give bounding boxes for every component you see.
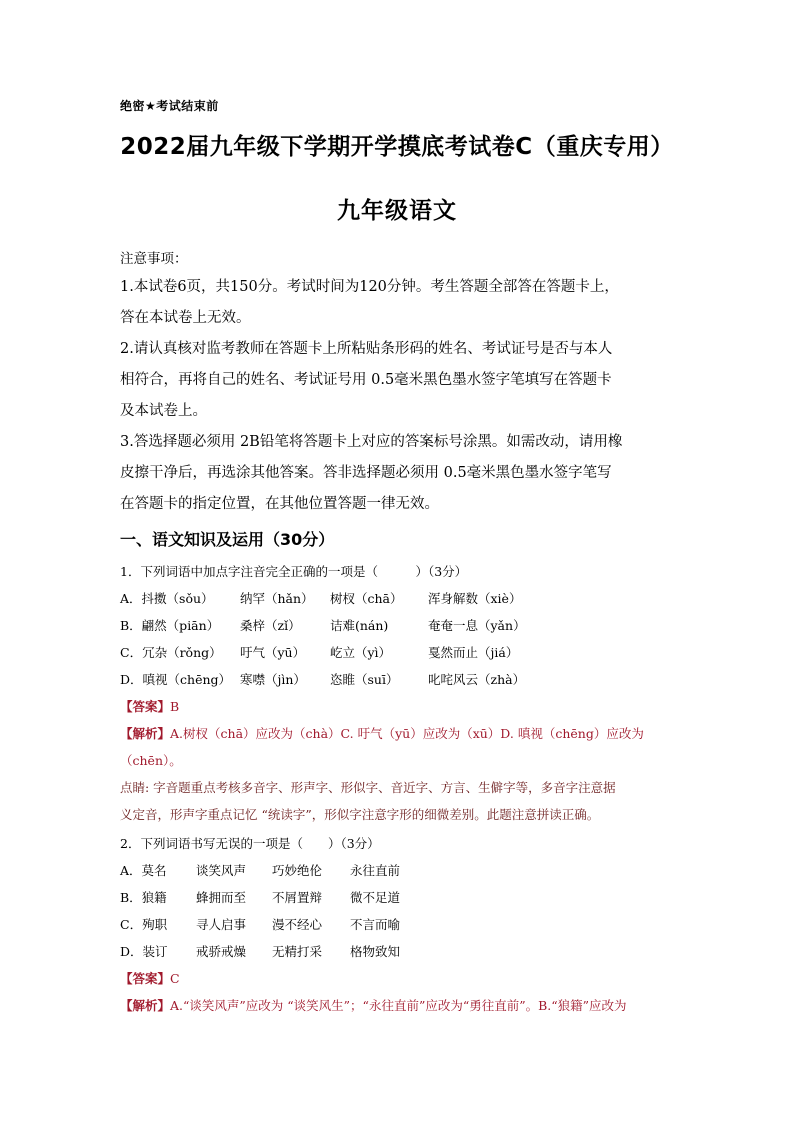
question-stem: 2．下列词语书写无误的一项是（ ）（3分）: [120, 836, 380, 851]
option-item: C．冗杂（rǒng）: [120, 645, 222, 660]
option-item: 戒骄戒燥: [196, 944, 247, 959]
option-item: B．狼籍: [120, 890, 167, 905]
option-row: [120, 911, 680, 938]
question-2: [120, 830, 680, 1019]
analysis-tag: 【解析】: [120, 726, 171, 741]
answer-line: [120, 965, 680, 992]
option-item: 不屑置辩: [272, 890, 323, 905]
notice-line: 在答题卡的指定位置，在其他位置答题一律无效。: [120, 496, 439, 512]
section-heading: 一、语文知识及运用（30分）: [120, 530, 335, 549]
confidential-label: 绝密★考试结束前: [120, 99, 219, 113]
analysis-text: A.“谈笑风声”应改为 “谈笑风生”；“永往直前”应改为“勇往直前”。B.“狼籍”应改为: [170, 998, 627, 1013]
answer-value: B: [170, 699, 180, 714]
notice-line: 答在本试卷上无效。: [120, 310, 251, 326]
notice-line: 相符合，再将自己的姓名、考试证号用 0.5毫米黑色墨水签字笔填写在答题卡: [120, 372, 612, 388]
analysis-line: （chēn）。: [120, 753, 182, 768]
exam-subtitle: 九年级语文: [337, 198, 457, 224]
option-item: 屹立（yì）: [330, 645, 392, 660]
option-item: 叱咤风云（zhà）: [428, 672, 526, 687]
option-item: 漫不经心: [272, 917, 323, 932]
option-row: [120, 884, 680, 911]
option-row: [120, 612, 680, 639]
option-item: 无精打采: [272, 944, 323, 959]
answer-tag: 【答案】: [120, 971, 171, 986]
tip-line: 点睛: 字音题重点考核多音字、形声字、形似字、音近字、方言、生僻字等，多音字注意据: [120, 780, 616, 795]
analysis-line: [120, 992, 680, 1019]
option-item: A．莫名: [120, 863, 167, 878]
option-item: 格物致知: [350, 944, 401, 959]
option-item: D．嗔视（chēng）: [120, 672, 232, 687]
notice-line: 皮擦干净后，再选涂其他答案。答非选择题必须用 0.5毫米黑色墨水签字笔写: [120, 465, 612, 481]
question-stem: 1．下列词语中加点字注音完全正确的一项是（ ）（3分）: [120, 564, 468, 579]
notice-line: 3.答选择题必须用 2B铅笔将答题卡上对应的答案标号涂黑。如需改动，请用橡: [120, 434, 623, 450]
option-item: 微不足道: [350, 890, 401, 905]
answer-value: C: [170, 971, 180, 986]
option-item: 恣睢（suī）: [330, 672, 399, 687]
analysis-text: A.树杈（chā）应改为（chà）C. 吁气（yū）应改为（xū）D. 嗔视（chēng）应改为: [170, 726, 644, 741]
option-row: [120, 938, 680, 965]
option-item: 寻人启事: [196, 917, 247, 932]
option-item: B．翩然（piān）: [120, 618, 220, 633]
option-item: 不言而喻: [350, 917, 401, 932]
notice-heading: 注意事项：: [120, 251, 188, 267]
option-row: [120, 666, 680, 693]
notice-line: 2.请认真核对监考教师在答题卡上所粘贴条形码的姓名、考试证号是否与本人: [120, 341, 613, 357]
option-item: A．抖擞（sǒu）: [120, 591, 214, 606]
option-item: 吁气（yū）: [240, 645, 306, 660]
option-item: 奄奄一息（yǎn）: [428, 618, 526, 633]
option-row: [120, 857, 680, 884]
option-item: 浑身解数（xiè）: [428, 591, 522, 606]
notice-line: 及本试卷上。: [120, 403, 207, 419]
option-item: 纳罕（hǎn）: [240, 591, 314, 606]
option-item: 巧妙绝伦: [272, 863, 323, 878]
option-item: 桑梓（zǐ）: [240, 618, 301, 633]
notice-section: [120, 246, 680, 520]
question-1: [120, 558, 680, 828]
option-item: D．装订: [120, 944, 168, 959]
tip-line: 义定音，形声字重点记忆 “统读字”，形似字注意字形的细微差别。此题注意拼读正确。: [120, 807, 600, 822]
option-item: 树杈（chā）: [330, 591, 403, 606]
option-item: 戛然而止（jiá）: [428, 645, 519, 660]
option-item: 诘难(nán): [330, 618, 389, 633]
analysis-tag: 【解析】: [120, 998, 171, 1013]
analysis-line: [120, 720, 680, 747]
answer-line: [120, 693, 680, 720]
option-row: [120, 585, 680, 612]
option-item: 寒噤（jìn）: [240, 672, 306, 687]
option-row: [120, 639, 680, 666]
option-item: 蜂拥而至: [196, 890, 247, 905]
answer-tag: 【答案】: [120, 699, 171, 714]
option-item: C．殉职: [120, 917, 168, 932]
option-item: 永往直前: [350, 863, 401, 878]
exam-title: 2022届九年级下学期开学摸底考试卷C（重庆专用）: [120, 134, 674, 160]
option-item: 谈笑风声: [196, 863, 247, 878]
notice-line: 1.本试卷6页，共150分。考试时间为120分钟。考生答题全部答在答题卡上，: [120, 279, 619, 295]
